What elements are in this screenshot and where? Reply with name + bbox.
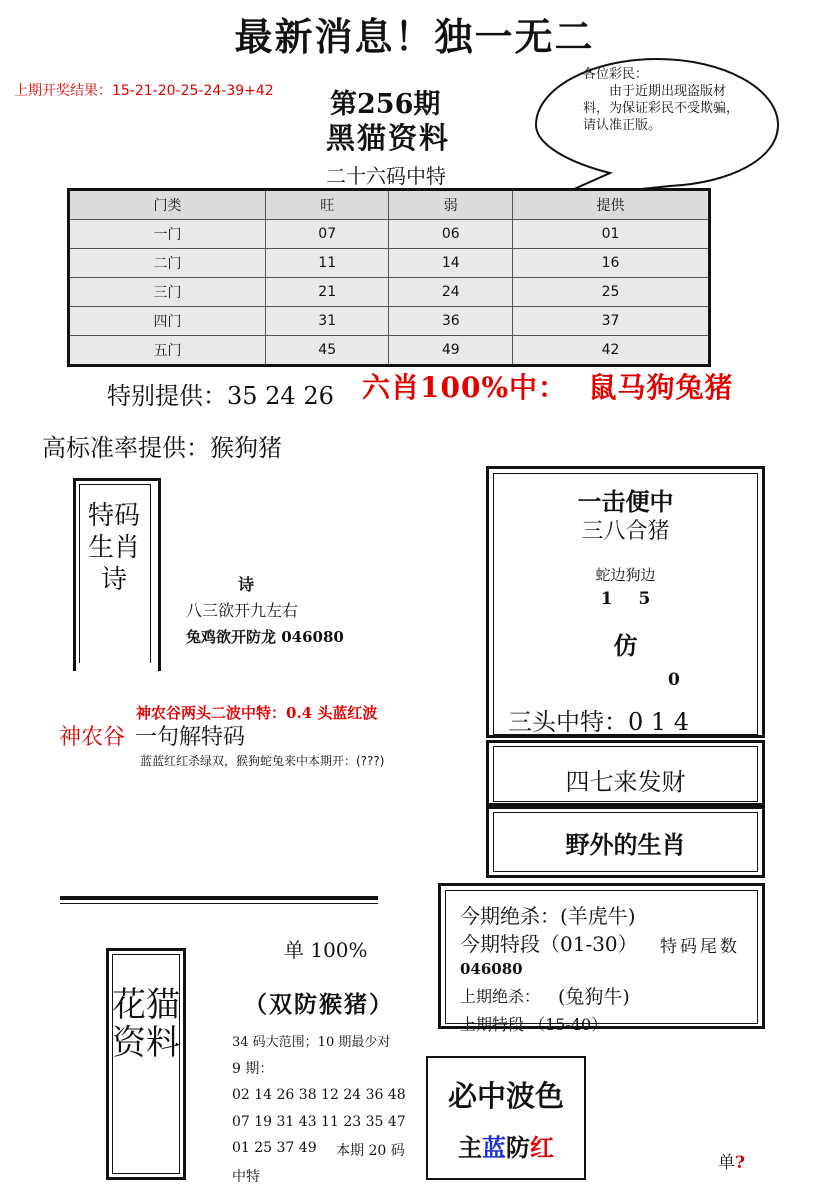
- single-label: 单 100%: [284, 938, 368, 962]
- hit-fang: 仿: [613, 631, 638, 660]
- table-cell: 16: [513, 249, 710, 278]
- issue-number: 第256期: [330, 89, 441, 120]
- table-row: [69, 220, 710, 249]
- table-cell: 四门: [69, 307, 266, 336]
- six-zodiac-label: 六肖100%中： 鼠马狗兔猪: [362, 371, 734, 404]
- hit-subtitle: 三八合猪: [581, 519, 670, 544]
- kill-last-segment: 上期特段 （15-40）: [460, 1015, 608, 1034]
- table-cell: 37: [513, 307, 710, 336]
- special-offer: 特别提供：35 24 26: [107, 382, 334, 410]
- wave-blue: 蓝: [482, 1133, 506, 1162]
- kill-segment-tail: 特码尾数: [660, 937, 740, 957]
- wave-title: 必中波色: [447, 1079, 564, 1113]
- high-standard-label: 高标准率提供：猴狗猪: [42, 434, 282, 462]
- table-cell: 31: [265, 307, 389, 336]
- table-header: 旺: [265, 190, 389, 220]
- number-line: 02 14 26 38 12 24 36 48: [232, 1087, 406, 1103]
- table-cell: 42: [513, 336, 710, 366]
- divider: [60, 903, 378, 904]
- poem-title: 特码生肖诗: [87, 501, 140, 595]
- number-line: 中特: [232, 1169, 260, 1185]
- main-title: 最新消息！独一无二: [234, 14, 595, 59]
- kill-now: 今期绝杀：(羊虎牛): [460, 904, 636, 928]
- table-row: [69, 249, 710, 278]
- valley-red-line: 神农谷两头二波中特：0.4 头蓝红波: [136, 704, 378, 722]
- number-table: [67, 188, 711, 367]
- table-cell: 二门: [69, 249, 266, 278]
- table-cell: 五门: [69, 336, 266, 366]
- paper-name: 黑猫资料: [326, 121, 451, 155]
- guard-label: （双防猴猪）: [244, 991, 394, 1018]
- table-header-row: [69, 190, 710, 220]
- wave-red: 红: [530, 1133, 554, 1162]
- table-cell: 11: [265, 249, 389, 278]
- wave-guard: 防: [506, 1133, 530, 1162]
- kill-segment: 今期特段（01-30）: [460, 932, 638, 956]
- table-row: [69, 336, 710, 366]
- table-cell: 一门: [69, 220, 266, 249]
- poem-line: 八三欲开九左右: [186, 601, 299, 620]
- hit-numbers: 1 5: [600, 589, 651, 609]
- range-text: 34 码大范围；10 期最少对: [232, 1035, 391, 1050]
- number-line-note: 本期 20 码: [336, 1143, 405, 1159]
- footer-question: ?: [735, 1153, 745, 1173]
- valley-riddle: 蓝蓝红红杀绿双，猴狗蛇兔来中本期开：(???): [140, 754, 385, 768]
- footer-single: [718, 1148, 745, 1173]
- hit-zero: 0: [668, 670, 680, 690]
- kill-code: 046080: [460, 960, 523, 978]
- flower-title: 花猫资料: [112, 985, 180, 1063]
- hit-side: 蛇边狗边: [595, 566, 656, 584]
- table-cell: 45: [265, 336, 389, 366]
- notice-text: 各位彩民： 由于近期出现盗版材料，为保证彩民不受欺骗，请认准正版。: [583, 67, 740, 133]
- number-line: 07 19 31 43 11 23 35 47: [232, 1114, 406, 1130]
- table-cell: 06: [389, 220, 513, 249]
- table-cell: 三门: [69, 278, 266, 307]
- table-header: 提供: [513, 190, 710, 220]
- last-result: 上期开奖结果：15-21-20-25-24-39+42: [14, 83, 274, 99]
- table-cell: 07: [265, 220, 389, 249]
- wave-main: 主: [458, 1133, 482, 1162]
- table-row: [69, 278, 710, 307]
- kill-last-label: 上期绝杀：: [460, 987, 541, 1006]
- kill-last-value: (兔狗牛): [558, 986, 630, 1008]
- table-header: 门类: [69, 190, 266, 220]
- table-cell: 49: [389, 336, 513, 366]
- divider: [60, 896, 378, 900]
- footer-dan: 单: [718, 1153, 735, 1173]
- wave-colors: [426, 1128, 586, 1163]
- table-cell: 36: [389, 307, 513, 336]
- table-row: [69, 307, 710, 336]
- table-cell: 21: [265, 278, 389, 307]
- hit-title: 一击便中: [577, 487, 674, 516]
- poem-line: 兔鸡欲开防龙 046080: [186, 628, 344, 646]
- valley-title-red: 神农谷: [59, 725, 126, 750]
- table-cell: 01: [513, 220, 710, 249]
- table-cell: 24: [389, 278, 513, 307]
- table-cell: 14: [389, 249, 513, 278]
- subtitle: 二十六码中特: [326, 164, 446, 188]
- poem-head: 诗: [238, 575, 255, 594]
- wild-text: 野外的生肖: [565, 830, 686, 859]
- fortune-text: 四七来发财: [565, 768, 686, 796]
- range-text: 9 期：: [232, 1061, 274, 1077]
- number-line: 01 25 37 49: [232, 1140, 317, 1156]
- table-cell: 25: [513, 278, 710, 307]
- three-head-label: 三头中特：0 1 4: [508, 708, 690, 736]
- table-header: 弱: [389, 190, 513, 220]
- valley-title-black: 一句解特码: [135, 725, 246, 750]
